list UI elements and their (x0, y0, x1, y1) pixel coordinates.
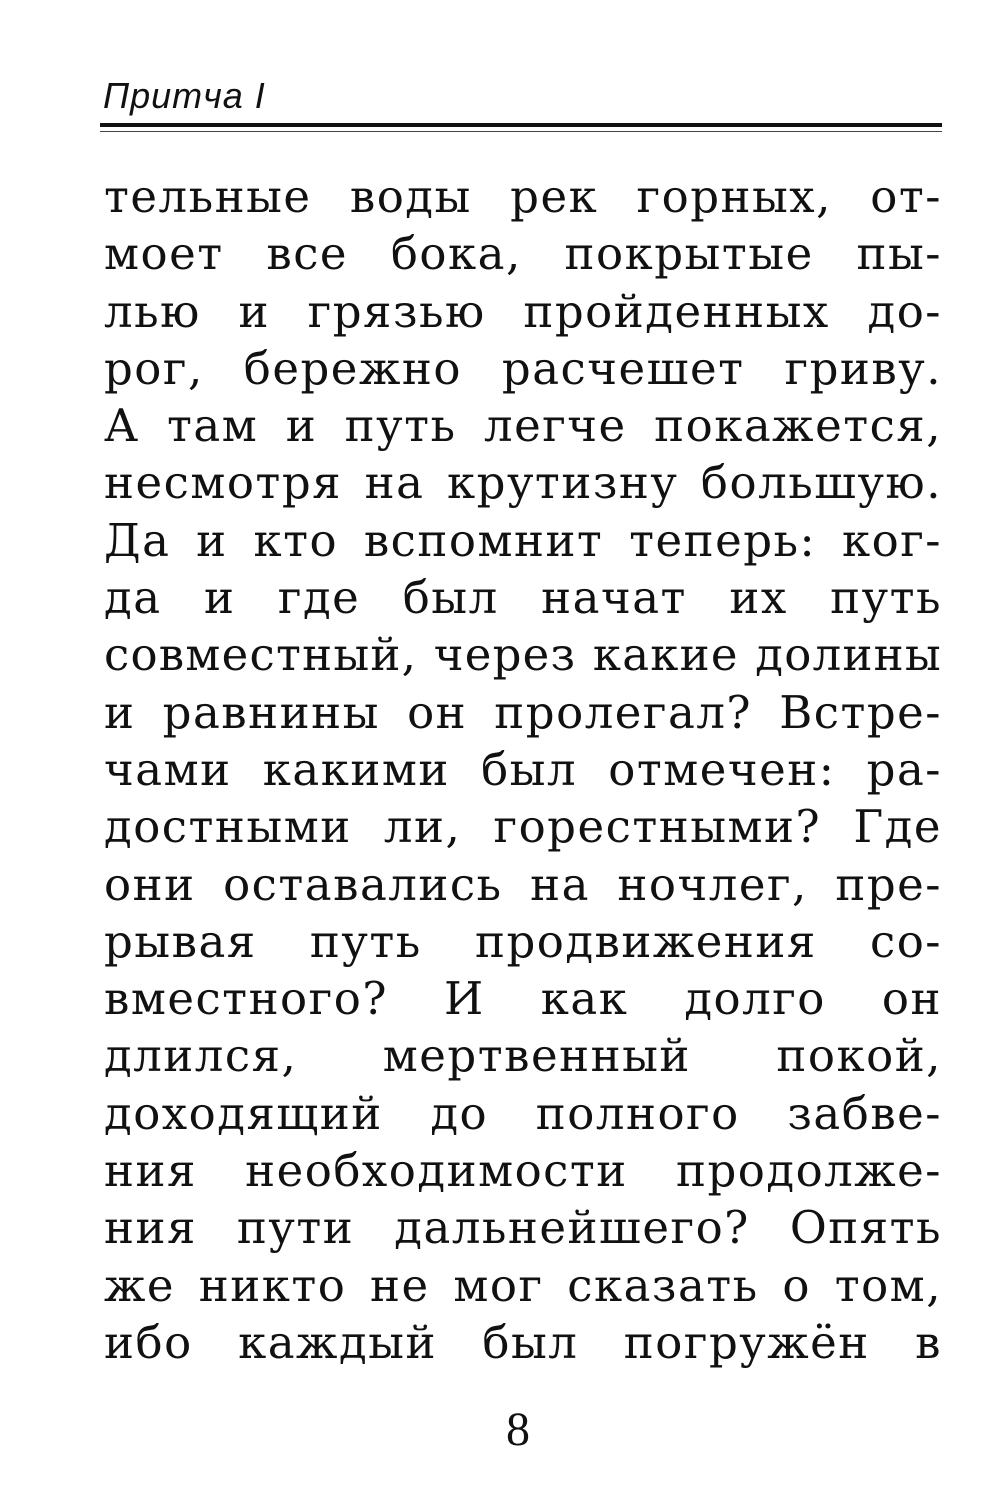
header-rule-thick (100, 123, 942, 127)
header-rule-thin (100, 131, 942, 132)
text-line: несмотря на крутизну большую. (104, 456, 942, 510)
page-number: 8 (506, 1403, 530, 1456)
text-line: вместного? И как долго он (104, 972, 942, 1026)
text-line: совместный, через какие долины (104, 628, 942, 682)
text-line: ния необходимости продолже- (104, 1144, 942, 1198)
text-line: А там и путь легче покажется, (104, 399, 942, 453)
running-head-title: Притча I (103, 75, 266, 116)
text-line: моет все бока, покрытые пы- (104, 227, 942, 281)
text-line: Да и кто вспомнит теперь: ког- (104, 513, 942, 567)
text-line: чами какими был отмечен: ра- (104, 742, 942, 796)
text-line: рог, бережно расчешет гриву. (104, 341, 942, 395)
text-line: же никто не мог сказать о том, (104, 1258, 942, 1312)
text-line: рывая путь продвижения со- (104, 914, 942, 968)
text-line: да и где был начат их путь (104, 571, 942, 625)
body-text (104, 168, 942, 1371)
text-line: длился, мертвенный покой, (104, 1029, 942, 1083)
text-line: ибо каждый был погружён в (104, 1315, 942, 1369)
text-line: лью и грязью пройденных до- (104, 284, 942, 338)
text-line: ния пути дальнейшего? Опять (104, 1201, 942, 1255)
text-line: достными ли, горестными? Где (104, 800, 942, 854)
text-line: они оставались на ночлег, пре- (104, 857, 942, 911)
text-line: тельные воды рек горных, от- (104, 170, 942, 223)
text-line: доходящий до полного забве- (104, 1086, 942, 1140)
text-line: и равнины он пролегал? Встре- (104, 685, 942, 739)
